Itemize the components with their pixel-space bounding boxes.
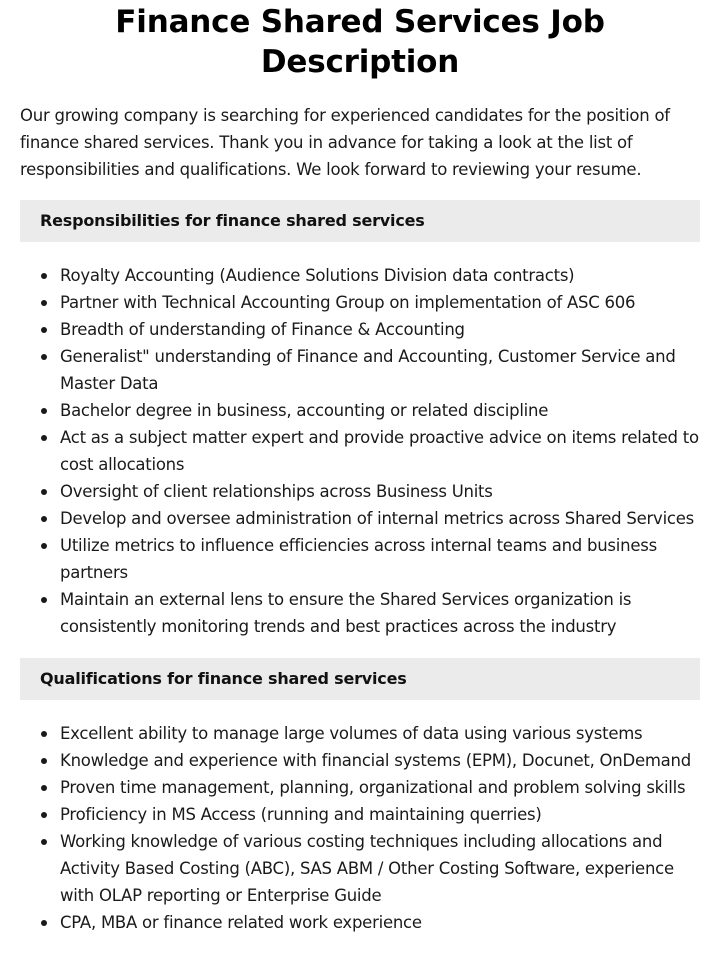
responsibility-item: Generalist" understanding of Finance and Accounting, Customer Service and Master Data [20, 343, 700, 397]
qualification-item: Proven time management, planning, organizational and problem solving skills [20, 774, 700, 801]
responsibility-item: Bachelor degree in business, accounting or related discipline [20, 397, 700, 424]
responsibility-item: Develop and oversee administration of internal metrics across Shared Services [20, 505, 700, 532]
qualifications-list [20, 720, 700, 936]
responsibility-item: Royalty Accounting (Audience Solutions Division data contracts) [20, 262, 700, 289]
qualification-item: CPA, MBA or finance related work experience [20, 909, 700, 936]
responsibility-item: Maintain an external lens to ensure the Shared Services organization is consistently monitoring trends and best practices across the industry [20, 586, 700, 640]
qualification-item: Excellent ability to manage large volumes of data using various systems [20, 720, 700, 747]
qualifications-heading: Qualifications for finance shared services [20, 658, 700, 700]
responsibility-item: Partner with Technical Accounting Group on implementation of ASC 606 [20, 289, 700, 316]
page-title: Finance Shared Services Job Description [115, 4, 605, 80]
responsibility-item: Act as a subject matter expert and provide proactive advice on items related to cost allocations [20, 424, 700, 478]
responsibility-item: Utilize metrics to influence efficiencies across internal teams and business partners [20, 532, 700, 586]
qualification-item: Working knowledge of various costing techniques including allocations and Activity Based Costing (ABC), SAS ABM / Other Costing Software, experience with OLAP reporting or Enterprise Guide [20, 828, 700, 909]
responsibilities-heading: Responsibilities for finance shared services [20, 200, 700, 242]
intro-paragraph: Our growing company is searching for experienced candidates for the position of finance shared services. Thank you in advance for taking a look at the list of responsibilities and qualifications. We look forward to reviewing your resume. [20, 106, 670, 179]
responsibility-item: Oversight of client relationships across Business Units [20, 478, 700, 505]
qualification-item: Knowledge and experience with financial systems (EPM), Docunet, OnDemand [20, 747, 700, 774]
responsibility-item: Breadth of understanding of Finance & Accounting [20, 316, 700, 343]
responsibilities-list [20, 262, 700, 640]
qualification-item: Proficiency in MS Access (running and maintaining querries) [20, 801, 700, 828]
